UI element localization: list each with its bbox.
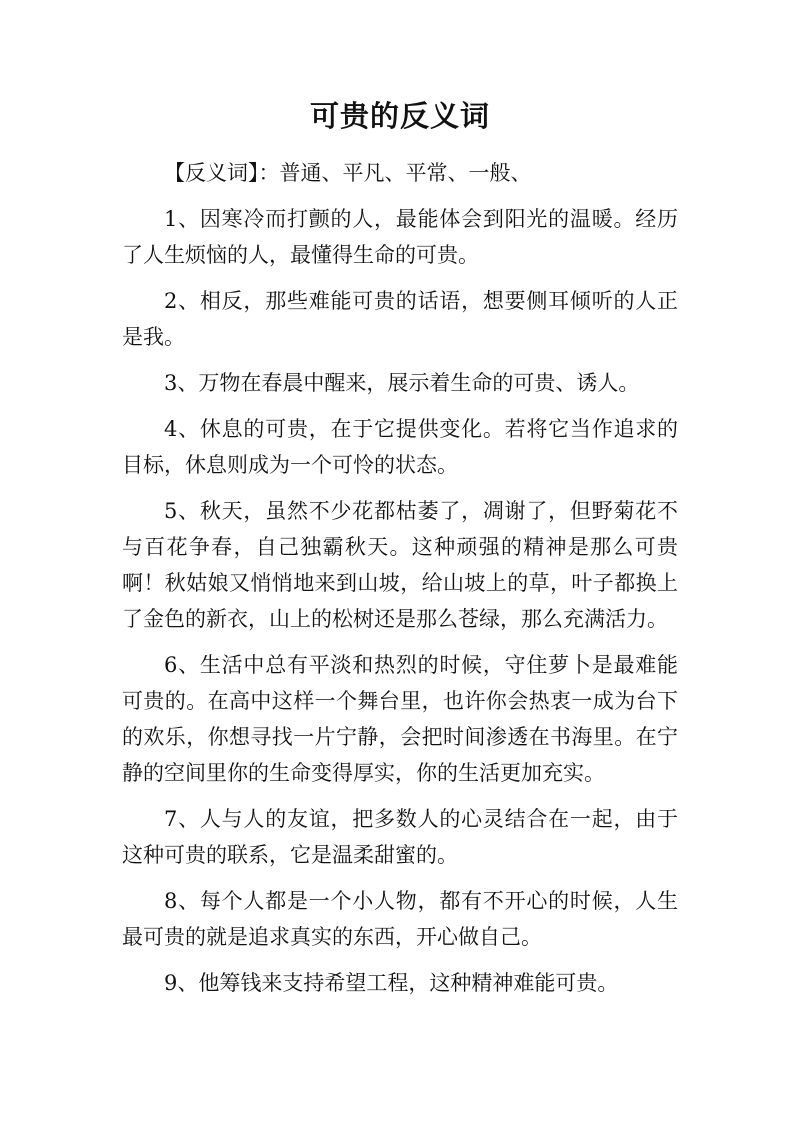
- example-paragraph-1: 1、因寒冷而打颤的人，最能体会到阳光的温暖。经历了人生烦恼的人，最懂得生命的可贵。: [122, 207, 678, 267]
- example-paragraph-7: 7、人与人的友谊，把多数人的心灵结合在一起，由于这种可贵的联系，它是温柔甜蜜的。: [122, 807, 678, 867]
- page-title: 可贵的反义词: [309, 99, 490, 133]
- example-paragraph-5: 5、秋天，虽然不少花都枯萎了，凋谢了，但野菊花不与百花争春，自己独霸秋天。这种顽强的精神是那么可贵啊！秋姑娘又悄悄地来到山坡，给山坡上的草，叶子都换上了金色的新衣，山上的松树还是那么苍绿，那么充满活力。: [122, 499, 678, 631]
- example-paragraph-3: 3、万物在春晨中醒来，展示着生命的可贵、诱人。: [164, 371, 640, 395]
- document-body: [122, 155, 678, 1011]
- example-paragraph-4: 4、休息的可贵，在于它提供变化。若将它当作追求的目标，休息则成为一个可怜的状态。: [122, 417, 678, 477]
- example-paragraph-2: 2、相反，那些难能可贵的话语，想要侧耳倾听的人正是我。: [122, 289, 678, 349]
- example-paragraph-8: 8、每个人都是一个小人物，都有不开心的时候，人生最可贵的就是追求真实的东西，开心做自己。: [122, 889, 678, 949]
- synonym-intro-paragraph: 【反义词】：普通、平凡、平常、一般、: [164, 161, 532, 185]
- example-paragraph-9: 9、他筹钱来支持希望工程，这种精神难能可贵。: [164, 971, 619, 995]
- example-paragraph-6: 6、生活中总有平淡和热烈的时候，守住萝卜是最难能可贵的。在高中这样一个舞台里，也许你会热衷一成为台下的欢乐，你想寻找一片宁静，会把时间渗透在书海里。在宁静的空间里你的生命变得厚实，你的生活更加充实。: [122, 653, 678, 785]
